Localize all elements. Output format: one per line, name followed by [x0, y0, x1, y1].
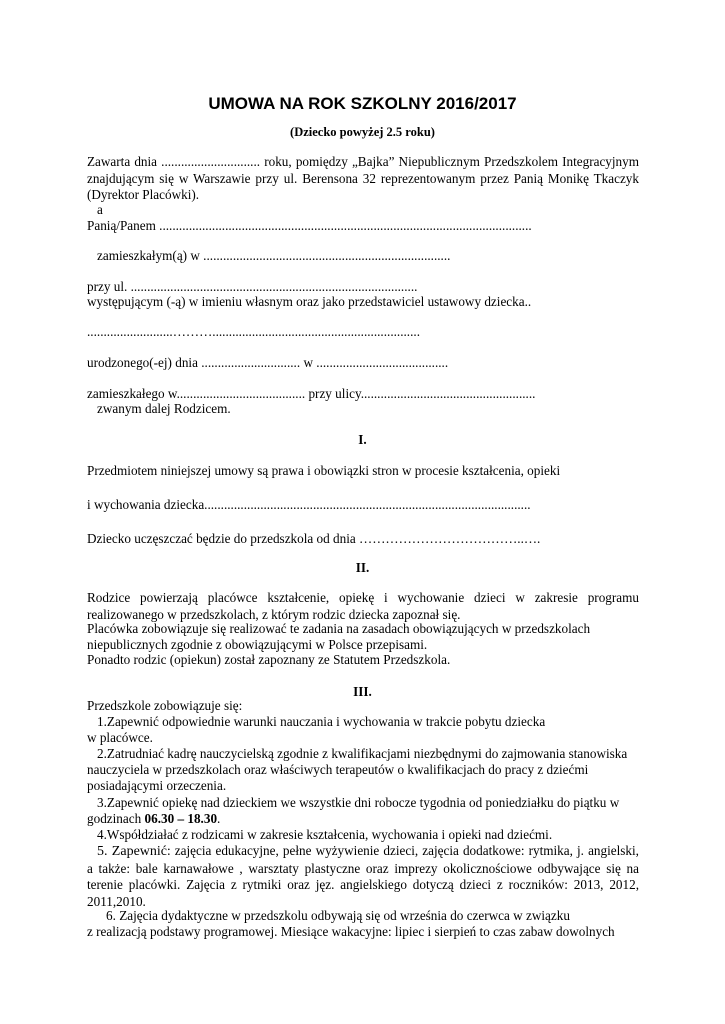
- section-1-start-date: Dziecko uczęszczać będzie do przedszkola od dnia ………………………………..….: [87, 531, 541, 546]
- section-3-item-3b: [87, 811, 639, 828]
- section-3-item-4: 4.Współdziałać z rodzicami w zakresie kształcenia, wychowania i opieki nad dziećmi.: [97, 827, 553, 842]
- item-5-body: : zajęcia edukacyjne, pełne wyżywienie dzieci, zajęcia dodatkowe: rytmika, j. angielski, a także: bale karnawałowe , warsztaty plastyczne oraz imprezy okolicznościowe odbywające się na terenie placówki. Zajęcia z rytmiki oraz jęz. angielskiego dotyczą dzieci z roczników: 2013, 2012, 2011,2010.: [87, 843, 639, 909]
- section-3-item-3a: 3.Zapewnić opiekę nad dzieckiem we wszystkie dni robocze tygodnia od poniedziałku do piątku w: [97, 795, 620, 810]
- section-1-line-1: Przedmiotem niniejszej umowy są prawa i obowiązki stron w procesie kształcenia, opieki: [87, 463, 561, 478]
- section-1-line-2: i wychowania dziecka...................................................................................................: [87, 497, 531, 512]
- parent-name-field: Panią/Panem .................................................................................................................: [87, 218, 532, 233]
- hours-suffix: .: [217, 811, 221, 826]
- parent-residence-field: zamieszkałym(ą) w ...........................................................................: [97, 248, 451, 263]
- document-title: UMOWA NA ROK SZKOLNY 2016/2017: [208, 94, 517, 113]
- section-2-paragraph-2b: niepublicznych zgodnie z obowiązującymi w Polsce przepisami.: [87, 637, 428, 652]
- conjunction-a: a: [97, 202, 103, 217]
- parties-intro: Zawarta dnia .............................. roku, pomiędzy „Bajka” Niepublicznym Przedszkolem Integracyjnym znajdującym się w Warszawie przy ul. Berensona 32 reprezentowanym przez Panią Monikę Tkaczyk (Dyrektor Placówki).: [87, 154, 639, 202]
- section-3-item-6b: z realizacją podstawy programowej. Miesiące wakacyjne: lipiec i sierpień to czas zabaw dowolnych: [87, 924, 615, 939]
- parent-designation: zwanym dalej Rodzicem.: [97, 401, 231, 416]
- section-3-heading: III.: [353, 684, 372, 699]
- opening-hours: 06.30 – 18.30: [144, 811, 218, 826]
- item-5-lead: 5. Zapewnić: [97, 844, 167, 859]
- parent-acting-clause: występującym (-ą) w imieniu własnym oraz jako przedstawiciel ustawowy dziecka..: [87, 294, 532, 309]
- child-residence-field: zamieszkałego w....................................... przy ulicy.....................................................: [87, 386, 536, 401]
- section-2-paragraph-1: Rodzice powierzają placówce kształcenie, opiekę i wychowanie dzieci w zakresie programu realizowanego w przedszkolach, z którym rodzic dziecka zapoznał się.: [87, 590, 639, 622]
- section-3-item-2a: 2.Zatrudniać kadrę nauczycielską zgodnie z kwalifikacjami niezbędnymi do zajmowania stanowiska: [97, 746, 628, 761]
- section-3-intro: Przedszkole zobowiązuje się:: [87, 698, 243, 713]
- hours-prefix: godzinach: [87, 811, 145, 826]
- document-subtitle: (Dziecko powyżej 2.5 roku): [290, 125, 435, 139]
- section-2-heading: II.: [355, 560, 370, 575]
- section-2-paragraph-2a: Placówka zobowiązuje się realizować te zadania na zasadach obowiązujących w przedszkolach: [87, 621, 591, 636]
- parent-street-field: przy ul. .......................................................................................: [87, 279, 418, 294]
- section-3-item-2c: posiadającymi orzeczenia.: [87, 778, 227, 793]
- section-3-item-6a: 6. Zajęcia dydaktyczne w przedszkolu odbywają się od września do czerwca w związku: [106, 908, 570, 923]
- child-birth-field: urodzonego(-ej) dnia .............................. w ........................................: [87, 355, 449, 370]
- section-3-item-1a: 1.Zapewnić odpowiednie warunki nauczania i wychowania w trakcie pobytu dziecka: [97, 714, 546, 729]
- section-2-paragraph-3: Ponadto rodzic (opiekun) został zapoznany ze Statutem Przedszkola.: [87, 652, 451, 667]
- section-3-item-1b: w placówce.: [87, 730, 153, 745]
- section-1-heading: I.: [358, 432, 367, 447]
- section-3-item-5: [87, 843, 639, 910]
- section-3-item-2b: nauczyciela w przedszkolach oraz właściwych terapeutów o kwalifikacjach do pracy z dziećmi: [87, 762, 589, 777]
- child-name-field: ..........................………...............................................................: [87, 324, 420, 339]
